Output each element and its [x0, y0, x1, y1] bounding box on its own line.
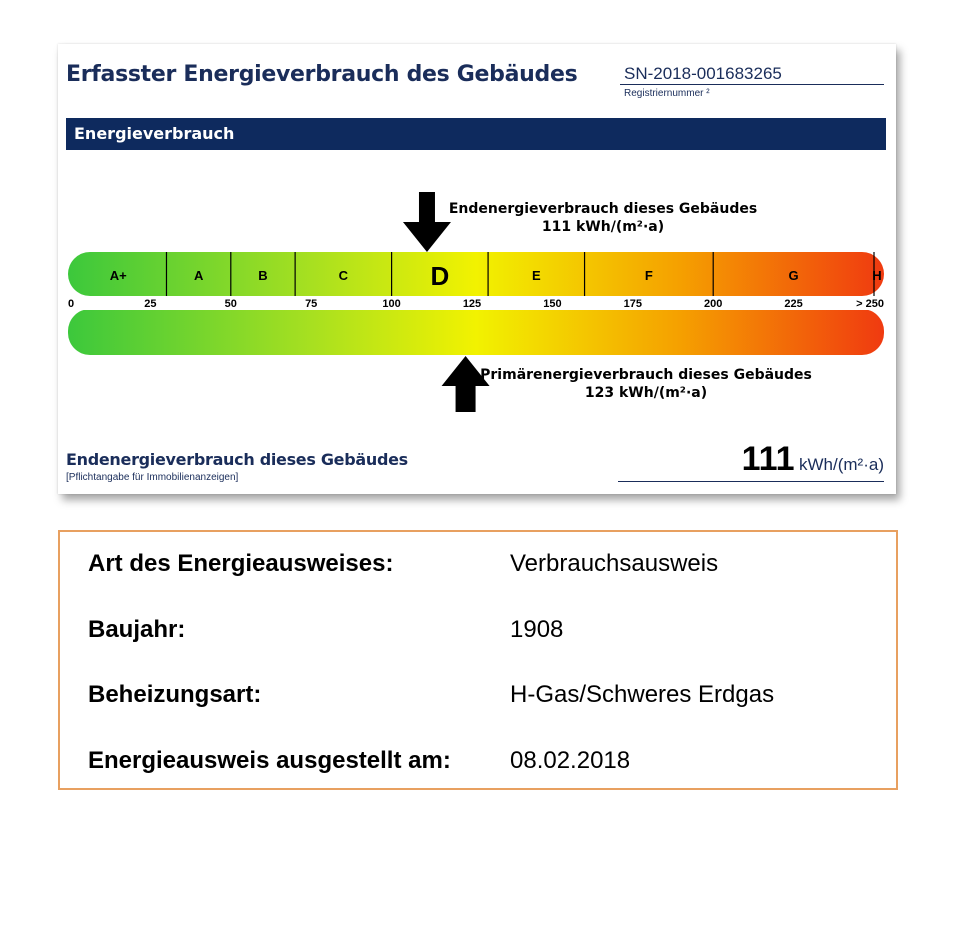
footer-number: 111	[741, 440, 795, 478]
tick-label: 100	[382, 298, 401, 310]
info-value: H-Gas/Schweres Erdgas	[510, 681, 775, 708]
tick-label: 75	[305, 298, 318, 310]
class-label: B	[258, 268, 268, 283]
info-box	[58, 530, 898, 790]
tick-label: 175	[623, 298, 642, 310]
section-header	[66, 118, 886, 150]
class-label: C	[338, 268, 349, 283]
info-value: Verbrauchsausweis	[510, 550, 719, 577]
tick-label: 150	[543, 298, 562, 310]
energy-certificate-card	[58, 44, 896, 494]
certificate-title: Erfasster Energieverbrauch des Gebäudes	[66, 62, 578, 87]
tick-label: 125	[462, 298, 482, 310]
info-label: Baujahr:	[88, 616, 186, 643]
class-band	[68, 252, 884, 296]
info-label: Art des Energieausweises:	[88, 550, 394, 577]
tick-label: > 250	[856, 298, 884, 310]
tick-label: 50	[224, 298, 237, 310]
footer-value	[618, 440, 884, 482]
tick-label: 225	[784, 298, 803, 310]
class-label: D	[430, 261, 450, 291]
gradient-band	[68, 309, 884, 355]
section-title: Energieverbrauch	[74, 124, 235, 143]
primary-energy-label: Primärenergieverbrauch dieses Gebäudes	[480, 367, 812, 383]
info-label: Energieausweis ausgestellt am:	[88, 747, 451, 774]
primary-energy-annotation	[466, 366, 826, 402]
registration-number-label: Registriernummer ²	[624, 88, 710, 99]
class-label: G	[788, 268, 799, 283]
class-label: A+	[109, 268, 127, 283]
footer-sublabel: [Pflichtangabe für Immobilienanzeigen]	[66, 472, 239, 483]
info-label: Beheizungsart:	[88, 681, 262, 708]
class-label: F	[644, 268, 653, 283]
end-energy-arrow-icon	[403, 192, 451, 252]
class-label: H	[872, 268, 882, 283]
info-value: 08.02.2018	[510, 747, 631, 774]
registration-number	[620, 64, 884, 85]
footer-unit: kWh/(m²·a)	[799, 455, 884, 474]
tick-label: 25	[144, 298, 157, 310]
end-energy-value: 111 kWh/(m²·a)	[541, 219, 665, 235]
end-energy-label: Endenergieverbrauch dieses Gebäudes	[448, 201, 758, 217]
class-label: E	[531, 268, 541, 283]
class-label: A	[193, 268, 204, 283]
primary-energy-value: 123 kWh/(m²·a)	[584, 385, 708, 401]
registration-number-value: SN-2018-001683265	[624, 64, 782, 83]
footer-label: Endenergieverbrauch dieses Gebäudes	[66, 450, 408, 469]
info-value: 1908	[510, 616, 564, 643]
tick-label: 0	[68, 298, 75, 310]
tick-label: 200	[704, 298, 723, 310]
